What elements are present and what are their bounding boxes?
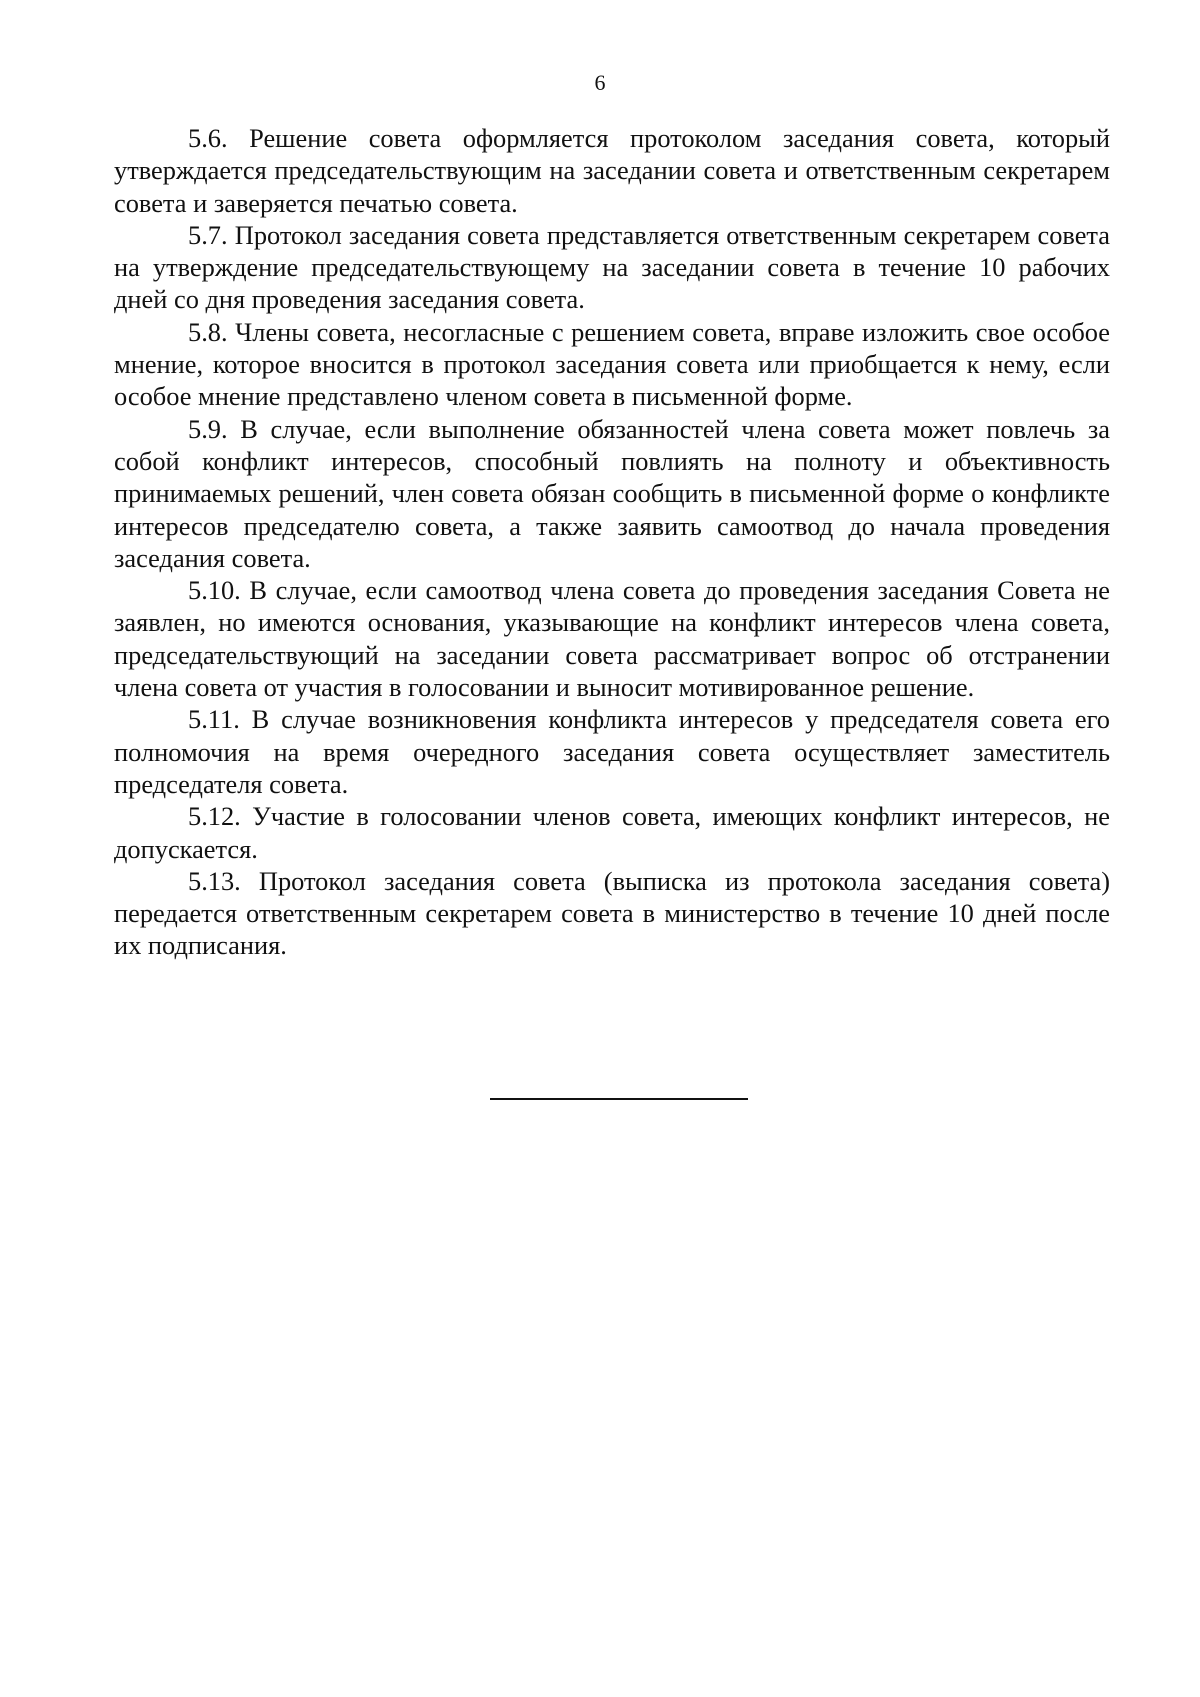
- paragraph-5-8: 5.8. Члены совета, несогласные с решением совета, вправе изложить свое особое мнение, которое вносится в протокол заседания совета или приобщается к нему, если особое мнение представлено членом совета в письменной форме.: [114, 316, 1110, 412]
- paragraph-5-6: 5.6. Решение совета оформляется протоколом заседания совета, который утверждается председательствующим на заседании совета и ответственным секретарем совета и заверяется печатью совета.: [114, 123, 1110, 218]
- end-of-document-rule: [490, 1098, 748, 1100]
- paragraph-5-7: 5.7. Протокол заседания совета представляется ответственным секретарем совета на утверждение председательствующему на заседании совета в течение 10 рабочих дней со дня проведения заседания совета.: [114, 219, 1110, 315]
- paragraph-5-10: 5.10. В случае, если самоотвод члена совета до проведения заседания Совета не заявлен, но имеются основания, указывающие на конфликт интересов члена совета, председательствующий на заседании совета рассматривает вопрос об отстранении члена совета от участия в голосовании и выносит мотивированное решение.: [114, 575, 1110, 703]
- paragraph-5-9: 5.9. В случае, если выполнение обязанностей члена совета может повлечь за собой конфликт интересов, способный повлиять на полноту и объективность принимаемых решений, член совета обязан сообщить в письменной форме о конфликте интересов председателю совета, а также заявить самоотвод до начала проведения заседания совета.: [114, 413, 1110, 573]
- paragraph-5-13: 5.13. Протокол заседания совета (выписка из протокола заседания совета) передается ответственным секретарем совета в министерство в течение 10 дней после их подписания.: [114, 865, 1110, 961]
- paragraph-5-11: 5.11. В случае возникновения конфликта интересов у председателя совета его полномочия на время очередного заседания совета осуществляет заместитель председателя совета.: [114, 704, 1110, 799]
- document-body: [114, 122, 1110, 962]
- paragraph-5-12: 5.12. Участие в голосовании членов совета, имеющих конфликт интересов, не допускается.: [114, 801, 1110, 864]
- page-number: 6: [594, 70, 606, 95]
